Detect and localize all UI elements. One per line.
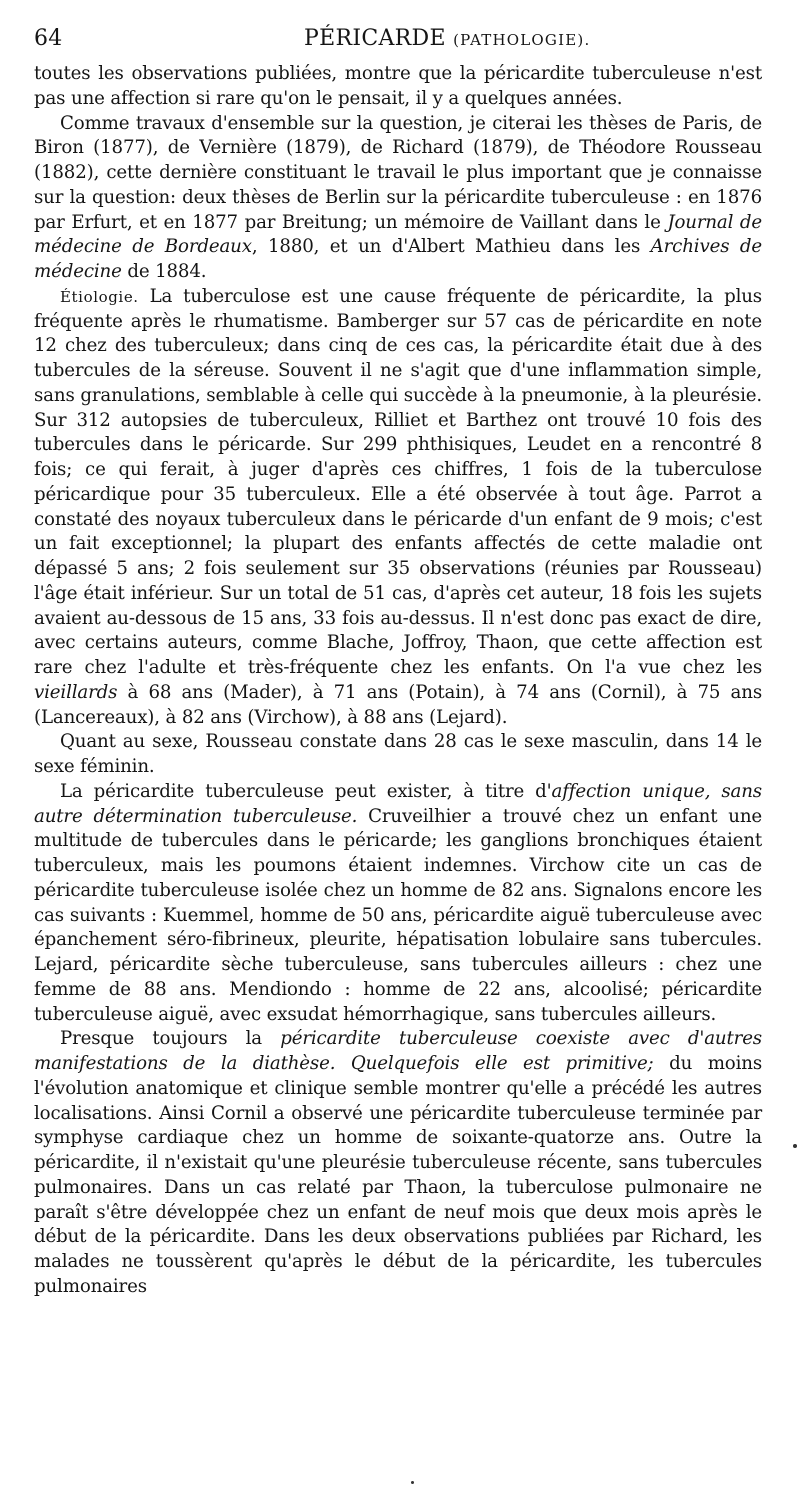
body-text	[34, 62, 762, 1300]
text-span: du moins l'évolution anatomique et clinique semble montrer qu'elle a précédé les autres localisations. Ainsi Cornil a observé une péricardite tuberculeuse terminée par symphyse cardiaque chez un homme de soixante-quatorze ans. Outre la péricardite, il n'existait qu'une pleurésie tuberculeuse récente, sans tubercules pulmonaires. Dans un cas relaté par Thaon, la tuberculose pulmonaire ne paraît s'être développée chez un enfant de neuf mois que deux mois après le début de la péricardite. Dans les deux observations publiées par Richard, les malades ne toussèrent qu'après le début de la péricardite, les tubercules pulmonaires	[34, 1053, 762, 1297]
running-title-sub: (PATHOLOGIE).	[453, 31, 591, 49]
text-span: Quant au sexe, Rousseau constate dans 28 cas le sexe masculin, dans 14 le sexe féminin.	[34, 731, 762, 777]
text-span: Presque toujours la	[60, 1028, 281, 1050]
italic-span: péricardite tuberculeuse coexiste avec d'autres manifestations de la diathèse. Quelquefois elle est primitive;	[34, 1028, 762, 1074]
paragraph-3	[34, 285, 762, 731]
italic-span: vieillards	[34, 681, 118, 703]
paragraph-4	[34, 730, 762, 780]
text-span: , 1880, et un d'Albert Mathieu dans les	[251, 236, 651, 258]
page-number: 64	[34, 26, 63, 51]
text-span: à 68 ans (Mader), à 71 ans (Potain), à 74 ans (Cornil), à 75 ans (Lancereaux), à 82 ans (Virchow), à 88 ans (Lejard).	[34, 681, 762, 728]
text-span: Comme travaux d'ensemble sur la question, je citerai les thèses de Paris, de Biron (1877), de Vernière (1879), de Richard (1879), de Théodore Rousseau (1882), cette dernière constituant le travail le plus important que je connaisse sur la question: deux thèses de Berlin sur la péricardite tuberculeuse : en 1876 par Erfurt, et en 1877 par Breitung; un mémoire de Vaillant dans le	[34, 112, 762, 233]
text-span: La tuberculose est une cause fréquente de péricardite, la plus fréquente après le rhumatisme. Bamberger sur 57 cas de péricardite en note 12 chez des tuberculeux; dans cinq de ces cas, la péricardite était due à des tubercules de la séreuse. Souvent il ne s'agit que d'une inflammation simple, sans granulations, semblable à celle qui succède à la pneumonie, à la pleurésie. Sur 312 autopsies de tuberculeux, Rilliet et Barthez ont trouvé 10 fois des tubercules dans le péricarde. Sur 299 phthisiques, Leudet en a rencontré 8 fois; ce qui ferait, à juger d'après ces chiffres, 1 fois de la tuberculose péricardique pour 35 tuberculeux. Elle a été observée à tout âge. Parrot a constaté des noyaux tuberculeux dans le péricarde d'un enfant de 9 mois; c'est un fait exceptionnel; la plupart des enfants affectés de cette maladie ont dépassé 5 ans; 2 fois seulement sur 35 observations (réunies par Rousseau) l'âge était inférieur. Sur un total de 51 cas, d'après cet auteur, 18 fois les sujets avaient au-dessous de 15 ans, 33 fois au-dessus. Il n'est donc pas exact de dire, avec certains auteurs, comme Blache, Joffroy, Thaon, que cette affection est rare chez l'adulte et très-fréquente chez les enfants. On l'a vue chez les	[34, 285, 762, 678]
margin-mark	[793, 1144, 797, 1148]
paragraph-2	[34, 112, 762, 285]
text-span: de 1884.	[121, 261, 207, 282]
paragraph-6	[34, 1027, 762, 1299]
paragraph-5	[34, 780, 762, 1028]
text-span: toutes les observations publiées, montre que la péricardite tuberculeuse n'est pas une affection si rare qu'on le pensait, il y a quelques années.	[34, 63, 762, 109]
italic-span: Archives de médecine	[34, 236, 762, 282]
italic-span: Journal de médecine de Bordeaux	[34, 211, 763, 258]
italic-span: affection unique, sans autre détermination tuberculeuse.	[34, 780, 762, 827]
text-span: La péricardite tuberculeuse peut exister, à titre d'	[60, 780, 552, 802]
margin-mark	[411, 1481, 414, 1484]
running-header	[34, 26, 762, 60]
text-span: Cruveilhier a trouvé chez un enfant une multitude de tubercules dans le péricarde; les ganglions bronchiques étaient tuberculeux, mais les poumons étaient indemnes. Virchow cite un cas de péricardite tuberculeuse isolée chez un homme de 82 ans. Signalons encore les cas suivants : Kuemmel, homme de 50 ans, péricardite aiguë tuberculeuse avec épanchement séro-fibrineux, pleurite, hépatisation lobulaire sans tubercules. Lejard, péricardite sèche tuberculeuse, sans tubercules ailleurs : chez une femme de 88 ans. Mendiondo : homme de 22 ans, alcoolisé; péricardite tuberculeuse aiguë, avec exsudat hémorrhagique, sans tubercules ailleurs.	[34, 805, 762, 1025]
paragraph-1	[34, 62, 762, 112]
section-heading: Étiologie.	[60, 287, 139, 306]
running-title-main: PÉRICARDE	[304, 26, 446, 51]
running-title	[304, 26, 590, 51]
